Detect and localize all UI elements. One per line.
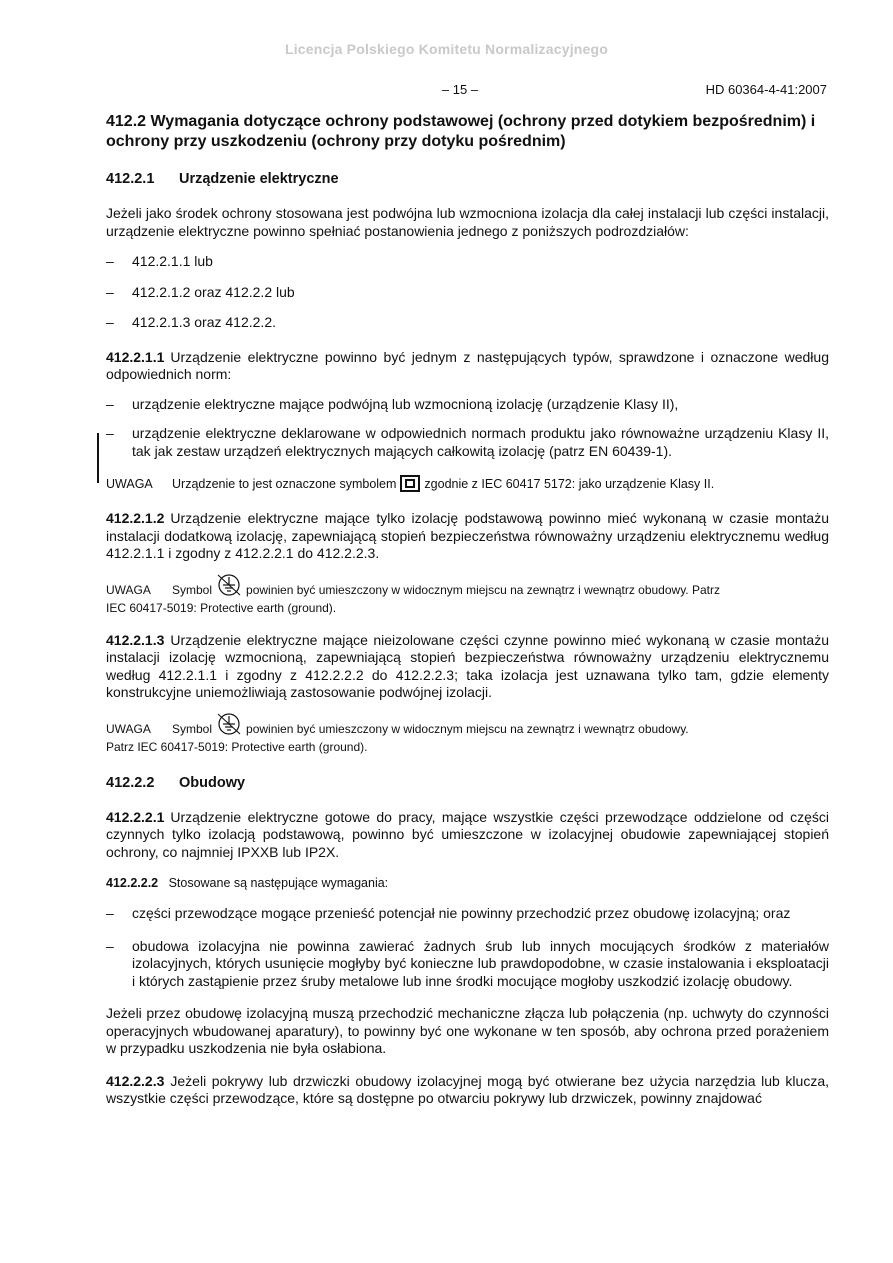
note-class-2: UWAGA Urządzenie to jest oznaczone symbolem zgodnie z IEC 60417 5172: jako urządzenie Klasy II. [106, 477, 715, 491]
clause-412-2-1-2: 412.2.1.2 Urządzenie elektryczne mające tylko izolację podstawową powinno mieć wykonaną w czasie montażu instalacji dodatkową izolację, zapewniającą stopień bezpieczeństwa równoważny urządzeniu elektrycznemu według 412.2.1.1 i zgodny z 412.2.2.1 do 412.2.2.3. [106, 510, 829, 561]
clause-412-2-1-1: 412.2.1.1 Urządzenie elektryczne powinno być jednym z następujących typów, sprawdzone i oznaczone według odpowiednich norm: [106, 348, 829, 382]
list-item: – urządzenie elektryczne mające podwójną lub wzmocnioną izolację (urządzenie Klasy II), [106, 395, 679, 412]
protective-earth-crossed-icon [216, 712, 242, 740]
section-412-2-1-heading [106, 171, 829, 187]
list-item: – urządzenie elektryczne deklarowane w odpowiednich normach produktu jako równoważne urządzeniu Klasy II, tak jak zestaw urządzeń elektrycznych mających całkowitą izolację (patrz EN 60439-1). [106, 425, 829, 459]
protective-earth-crossed-icon [216, 573, 242, 601]
note-earth-symbol-2: UWAGA Symbol powinien być umieszczony w widocznym miejscu na zewnątrz i wewnątrz obudowy. Patrz IEC 60417-5019: Protective earth (ground). [106, 712, 829, 755]
clause-412-2-2-2-after: Jeżeli przez obudowę izolacyjną muszą przechodzić mechaniczne złącza lub połączenia (np. uchwyty do czynności operacyjnych wbudowanej aparatury), to powinny być one wykonane w ten sposób, aby ochrona przed porażeniem w przypadku uszkodzenia nie była osłabiona. [106, 1005, 829, 1056]
list-item: – 412.2.1.2 oraz 412.2.2 lub [106, 283, 295, 300]
section-title: Obudowy [179, 774, 246, 791]
section-number: 412.2.1 [106, 171, 155, 187]
document-body [106, 112, 829, 1121]
section-title: Urządzenie elektryczne [179, 171, 339, 187]
clause-412-2-2-2: 412.2.2.2 Stosowane są następujące wymagania: [106, 876, 389, 890]
watermark: Licencja Polskiego Komitetu Normalizacyjnego [284, 41, 609, 57]
document-id: HD 60364-4-41:2007 [705, 82, 827, 97]
change-bar [97, 433, 99, 483]
clause-412-2-1-3: 412.2.1.3 Urządzenie elektryczne mające nieizolowane części czynne powinno mieć wykonaną w czasie montażu instalacji izolację wzmocnioną, zapewniającą stopień bezpieczeństwa równoważny urządzeniu elektrycznemu według 412.2.1.1 i zgodny z 412.2.2.2 do 412.2.2.3; taka izolacja jest uznawana tylko tam, gdzie elementy konstrukcyjne uniemożliwiają zastosowanie podwójnej izolacji. [106, 631, 829, 700]
page-number: – 15 – [441, 82, 479, 97]
subsection-list [106, 253, 829, 332]
section-number: 412.2.2 [106, 774, 155, 791]
list-item: – 412.2.1.1 lub [106, 253, 213, 269]
clause-412-2-2-3: 412.2.2.3 Jeżeli pokrywy lub drzwiczki obudowy izolacyjnej mogą być otwierane bez użycia narzędzia lub klucza, wszystkie części przewodzące, które są dostępne po otwarciu pokrywy lub drzwiczek, powinny znajdować [106, 1072, 829, 1106]
list-item: – obudowa izolacyjna nie powinna zawierać żadnych śrub lub innych mocujących środków z materiałów izolacyjnych, których usunięcie mogłyby być konieczne lub prawdopodobne, w czasie instalowania i eksploatacji i których zastąpienie przez śruby metalowe lub inne środki mocujące mogłoby uszkodzić izolację obudowy. [106, 937, 829, 989]
note-earth-symbol-1: UWAGA Symbol powinien być umieszczony w widocznym miejscu na zewnątrz i wewnątrz obudowy. Patrz IEC 60417-5019: Protective earth (ground). [106, 573, 829, 616]
list-item: – części przewodzące mogące przenieść potencjał nie powinny przechodzić przez obudowę izolacyjną; oraz [106, 905, 791, 921]
section-412-2-1-intro: Jeżeli jako środek ochrony stosowana jest podwójna lub wzmocniona izolacja dla całej instalacji lub części instalacji, urządzenie elektryczne powinno spełniać postanowienia jednego z poniższych podrozdziałów: [106, 205, 829, 239]
list-item: – 412.2.1.3 oraz 412.2.2. [106, 314, 276, 330]
double-square-icon [400, 475, 420, 492]
clause-412-2-2-1: 412.2.2.1 Urządzenie elektryczne gotowe do pracy, mające wszystkie części przewodzące oddzielone od części czynnych tylko izolacją podstawową, powinno być umieszczone w izolacyjnej obudowie zapewniającej stopień ochrony, co najmniej IPXXB lub IP2X. [106, 808, 829, 860]
section-412-2-title: 412.2 Wymagania dotyczące ochrony podstawowej (ochrony przed dotykiem bezpośrednim) i ochrony przy uszkodzeniu (ochrony przy dotyku pośrednim) [106, 113, 816, 150]
section-412-2-2-heading [106, 775, 829, 791]
